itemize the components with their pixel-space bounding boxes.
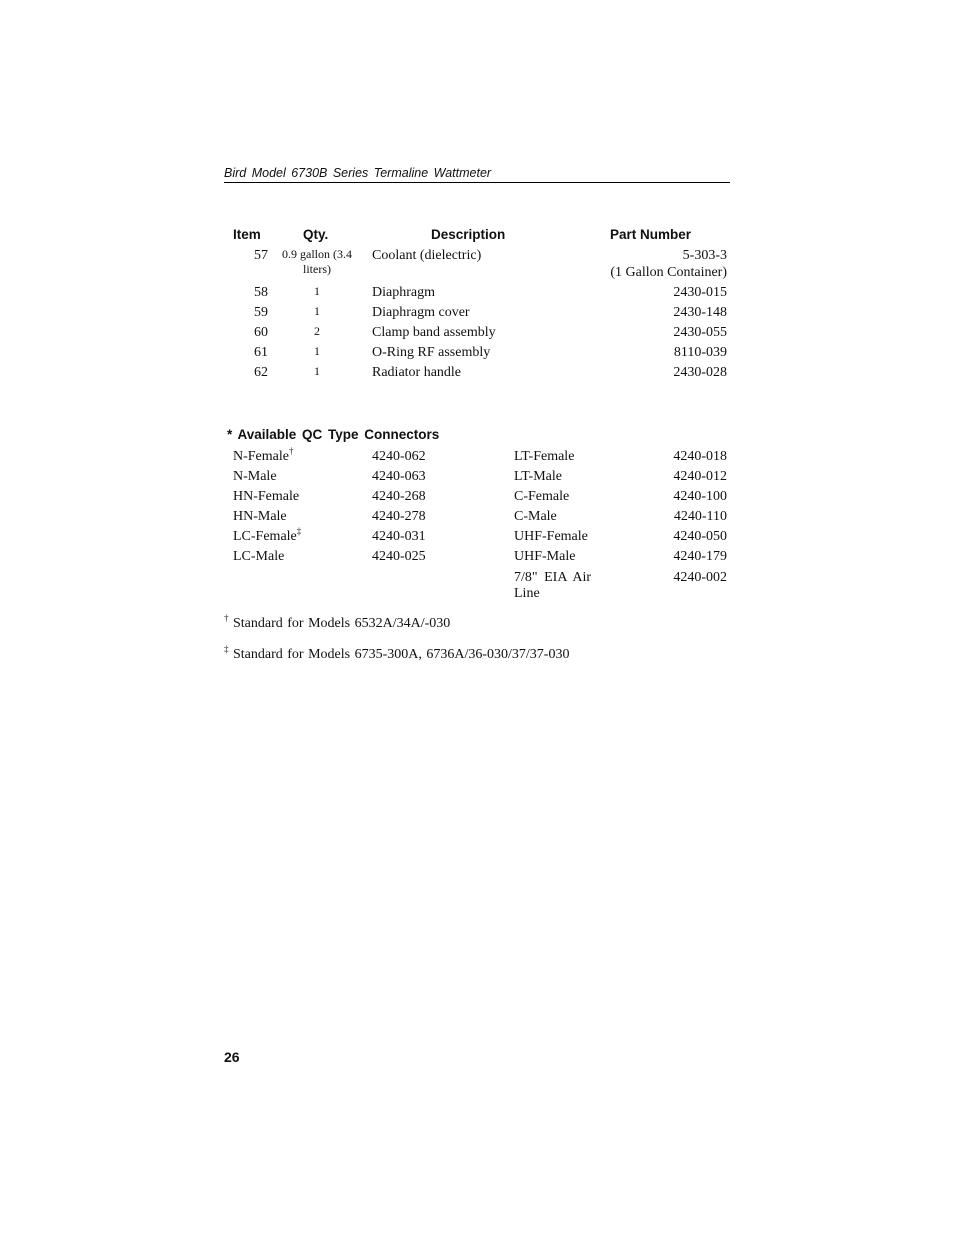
connector-part: 4240-062 (372, 449, 426, 464)
qty-cell: 1 (314, 284, 320, 298)
item-cell: 59 (254, 305, 268, 320)
part-number-cell: 2430-015 (673, 285, 727, 300)
connector-name-continued: Line (514, 586, 540, 601)
description-cell: Diaphragm (372, 285, 435, 300)
part-number-cell: 2430-148 (673, 305, 727, 320)
double-dagger-mark: ‡ (224, 644, 229, 654)
connector-name: N-Male (233, 469, 277, 484)
connector-name: LC-Male (233, 549, 285, 564)
qty-cell: 0.9 gallon (3.4 liters) (282, 247, 352, 276)
column-header-description: Description (431, 227, 506, 242)
footnote: † Standard for Models 6532A/34A/-030 (224, 613, 451, 631)
connector-part: 4240-063 (372, 469, 426, 484)
page-number: 26 (224, 1049, 240, 1065)
description-cell: Diaphragm cover (372, 305, 470, 320)
item-cell: 61 (254, 345, 268, 360)
connector-part: 4240-025 (372, 549, 426, 564)
column-header-qty: Qty. (303, 227, 329, 242)
connector-name: LC-Female‡ (233, 526, 302, 544)
connector-part: 4240-031 (372, 529, 426, 544)
part-number-cell: 8110-039 (673, 345, 727, 360)
item-cell: 57 (254, 248, 268, 263)
qty-cell: 1 (314, 344, 320, 358)
connector-name: C-Female (514, 489, 570, 504)
double-dagger-mark: ‡ (296, 526, 302, 536)
connector-name: UHF-Female (514, 529, 588, 544)
connector-part: 4240-002 (673, 570, 727, 585)
footnote: ‡ Standard for Models 6735-300A, 6736A/36-030/37/37-030 (224, 644, 570, 662)
description-cell: Coolant (dielectric) (372, 248, 482, 263)
dagger-mark: † (288, 446, 294, 456)
description-cell: Radiator handle (372, 365, 462, 380)
column-header-part-number: Part Number (610, 227, 692, 242)
item-cell: 62 (254, 365, 268, 380)
connector-part: 4240-012 (673, 469, 727, 484)
connectors-title: * Available QC Type Connectors (227, 427, 440, 442)
dagger-mark: † (224, 613, 229, 623)
connector-name: LT-Male (514, 469, 562, 484)
connector-name: LT-Female (514, 449, 575, 464)
connector-part: 4240-100 (673, 489, 727, 504)
part-note-cell: (1 Gallon Container) (610, 265, 727, 280)
part-number-cell: 2430-028 (673, 365, 727, 380)
connector-part: 4240-278 (372, 509, 426, 524)
description-cell: O-Ring RF assembly (372, 345, 491, 360)
connector-name: N-Female† (233, 446, 294, 464)
item-cell: 60 (254, 325, 268, 340)
description-cell: Clamp band assembly (372, 325, 496, 340)
connector-part: 4240-050 (673, 529, 727, 544)
qty-cell: 1 (314, 304, 320, 318)
connector-part: 4240-018 (673, 449, 727, 464)
connector-part: 4240-179 (673, 549, 727, 564)
connector-name: C-Male (514, 509, 557, 524)
part-number-cell: 5-303-3 (682, 248, 727, 263)
connector-name: HN-Female (233, 489, 300, 504)
connector-name: 7/8" EIA Air (514, 570, 592, 585)
qty-cell: 1 (314, 364, 320, 378)
connector-name: UHF-Male (514, 549, 576, 564)
connector-part: 4240-268 (372, 489, 426, 504)
connector-name: HN-Male (233, 509, 287, 524)
item-cell: 58 (254, 285, 268, 300)
column-header-item: Item (233, 227, 261, 242)
part-number-cell: 2430-055 (673, 325, 727, 340)
qty-cell: 2 (314, 324, 320, 338)
running-header: Bird Model 6730B Series Termaline Wattmeter (224, 166, 730, 183)
connector-part: 4240-110 (673, 509, 727, 524)
